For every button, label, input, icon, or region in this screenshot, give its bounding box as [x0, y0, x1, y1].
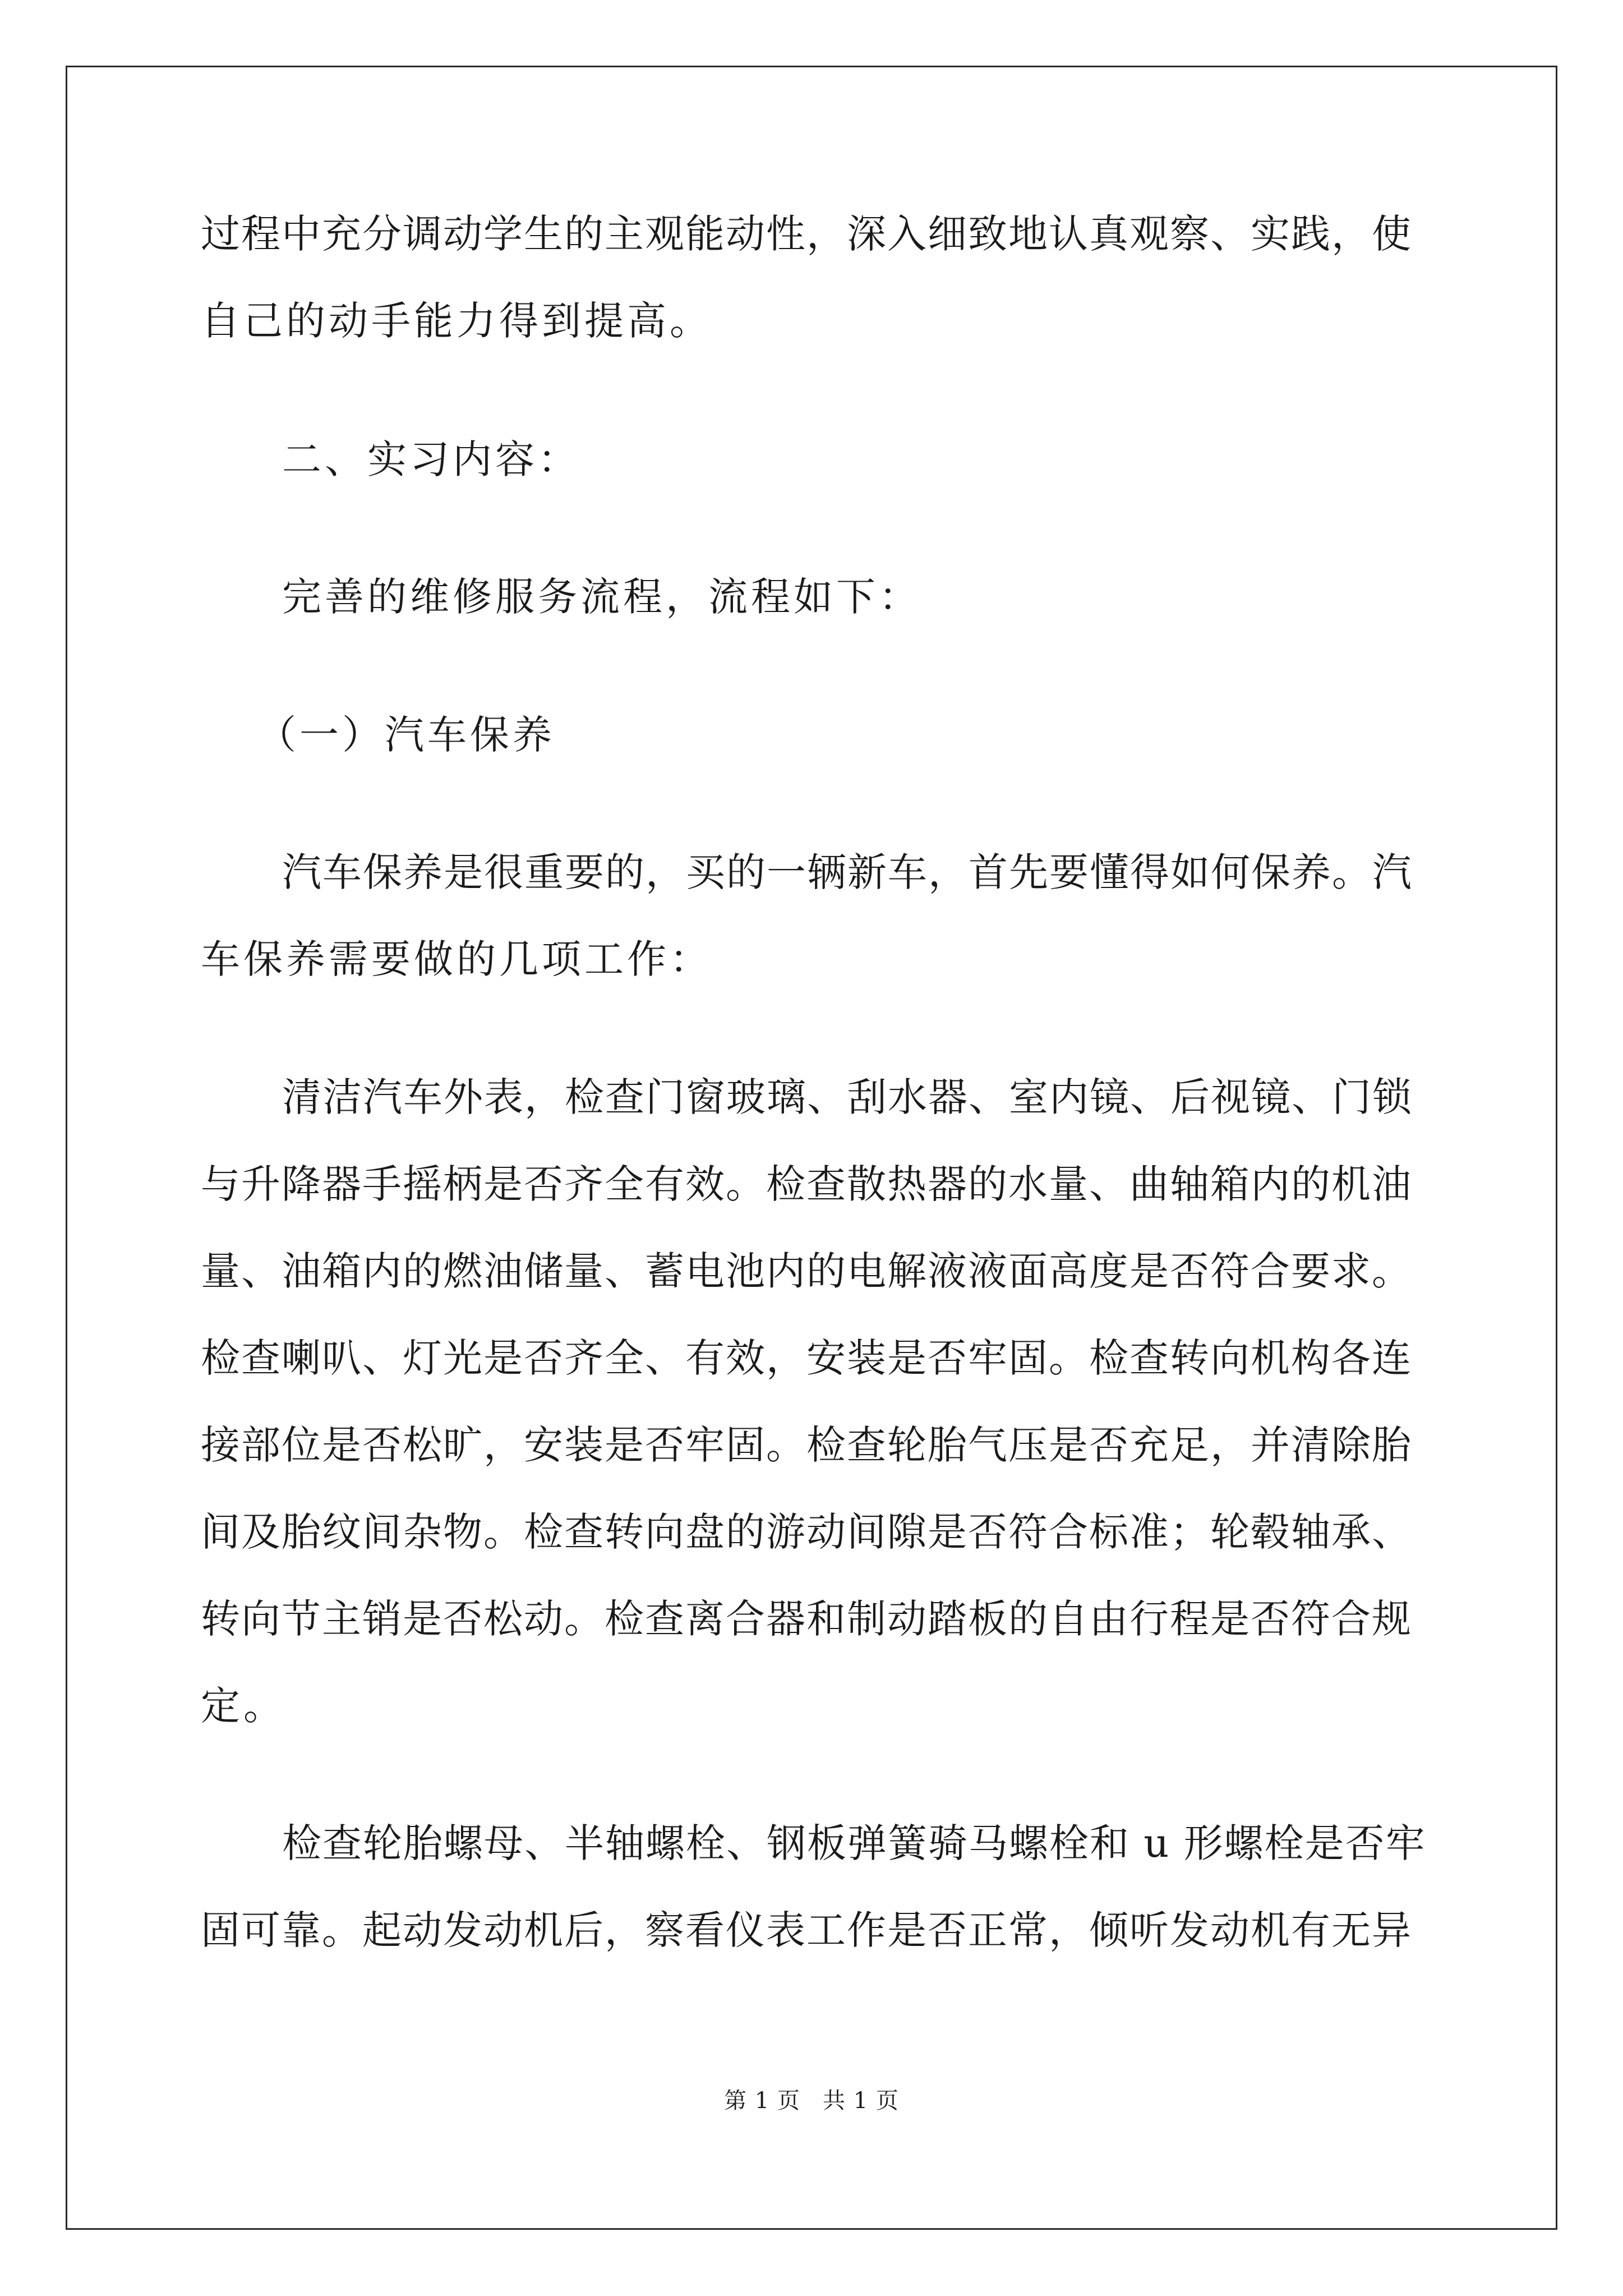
subsection-heading: （一）汽车保养 — [257, 712, 555, 758]
text-line: 定。 — [201, 1683, 286, 1729]
text-line: 清洁汽车外表，检查门窗玻璃、刮水器、室内镜、后视镜、门锁 — [282, 1074, 1413, 1120]
text-line: 自己的动手能力得到提高。 — [201, 298, 712, 344]
text-line: 接部位是否松旷，安装是否牢固。检查轮胎气压是否充足，并清除胎 — [201, 1422, 1412, 1468]
text-line: 固可靠。起动发动机后，察看仪表工作是否正常，倾听发动机有无异 — [201, 1907, 1412, 1953]
text-line: 转向节主销是否松动。检查离合器和制动踏板的自由行程是否符合规 — [201, 1596, 1412, 1642]
text-line: 完善的维修服务流程，流程如下： — [282, 574, 921, 620]
text-line: 检查轮胎螺母、半轴螺栓、钢板弹簧骑马螺栓和 u 形螺栓是否牢 — [282, 1820, 1426, 1866]
page-number: 第 1 页 — [724, 2088, 800, 2114]
text-line: 车保养需要做的几项工作： — [201, 936, 712, 982]
text-line: 汽车保养是很重要的，买的一辆新车，首先要懂得如何保养。汽 — [282, 849, 1413, 895]
text-line: 量、油箱内的燃油储量、蓄电池内的电解液液面高度是否符合要求。 — [201, 1248, 1412, 1294]
text-line: 与升降器手摇柄是否齐全有效。检查散热器的水量、曲轴箱内的机油 — [201, 1161, 1412, 1207]
text-line: 间及胎纹间杂物。检查转向盘的游动间隙是否符合标准；轮毂轴承、 — [201, 1509, 1412, 1555]
section-heading: 二、实习内容： — [282, 436, 580, 482]
text-line: 检查喇叭、灯光是否齐全、有效，安装是否牢固。检查转向机构各连 — [201, 1335, 1412, 1381]
page-footer — [0, 2087, 1623, 2115]
page-total: 共 1 页 — [823, 2088, 899, 2114]
text-line: 过程中充分调动学生的主观能动性，深入细致地认真观察、实践，使 — [201, 211, 1412, 257]
